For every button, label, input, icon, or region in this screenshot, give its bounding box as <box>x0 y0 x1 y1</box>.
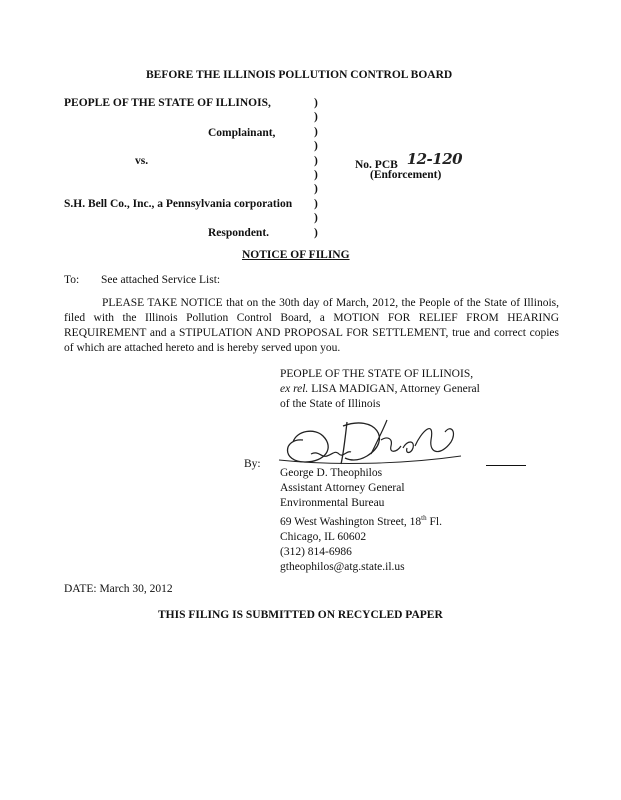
caption-complainant-label: Complainant, <box>208 127 276 139</box>
caption-paren-column <box>314 96 324 240</box>
notice-title: NOTICE OF FILING <box>242 249 350 261</box>
board-header: BEFORE THE ILLINOIS POLLUTION CONTROL BOARD <box>146 69 453 81</box>
signature-party-block <box>280 367 480 412</box>
paren: ) <box>314 125 318 138</box>
paren: ) <box>314 140 318 153</box>
signer-bureau: Environmental Bureau <box>280 497 385 509</box>
caption-plaintiff: PEOPLE OF THE STATE OF ILLINOIS, <box>64 97 271 109</box>
ex-rel: ex rel. <box>280 383 309 395</box>
paren: ) <box>314 111 318 124</box>
paren: ) <box>314 183 318 196</box>
signer-street: 69 West Washington Street, 18th Fl. <box>280 514 442 528</box>
date-line: DATE: March 30, 2012 <box>64 583 173 595</box>
case-type: (Enforcement) <box>370 169 442 181</box>
recycled-paper-footer: THIS FILING IS SUBMITTED ON RECYCLED PAPER <box>158 609 443 621</box>
signature-line <box>486 465 526 466</box>
paren: ) <box>314 154 318 167</box>
case-number-handwritten: 12-120 <box>406 150 463 168</box>
signer-phone: (312) 814-6986 <box>280 545 352 558</box>
paren: ) <box>314 197 318 210</box>
party-line-3: of the State of Illinois <box>280 398 381 410</box>
party-line-2: ex rel. LISA MADIGAN, Attorney General <box>280 383 480 395</box>
caption-respondent-label: Respondent. <box>208 227 270 239</box>
case-prefix: No. PCB <box>355 159 398 171</box>
signer-email: gtheophilos@atg.state.il.us <box>280 560 405 573</box>
paren: ) <box>314 97 318 109</box>
paren: ) <box>314 226 318 239</box>
paren: ) <box>314 212 318 225</box>
party-line-1: PEOPLE OF THE STATE OF ILLINOIS, <box>280 368 474 380</box>
caption-vs: vs. <box>135 155 149 167</box>
to-value: See attached Service List: <box>101 274 221 286</box>
notice-body: PLEASE TAKE NOTICE that on the 30th day of March, 2012, the People of the State of Illinois, filed with the Illinois Pollution Control Board, a MOTION FOR RELIEF FROM HEARING REQUIREMENT and a STIPULATION AND PROPOSAL FOR SETTLEMENT, true and correct copies of which are attached hereto and is hereby served upon you. <box>64 297 559 354</box>
signer-city: Chicago, IL 60602 <box>280 530 367 543</box>
handwritten-signature <box>275 410 465 472</box>
caption-respondent: S.H. Bell Co., Inc., a Pennsylvania corporation <box>64 198 293 210</box>
signer-address-block <box>280 466 442 575</box>
paren: ) <box>314 168 318 181</box>
to-label: To: <box>64 274 80 286</box>
by-label: By: <box>244 458 261 470</box>
signer-name: George D. Theophilos <box>280 467 383 479</box>
signer-title: Assistant Attorney General <box>280 482 405 494</box>
